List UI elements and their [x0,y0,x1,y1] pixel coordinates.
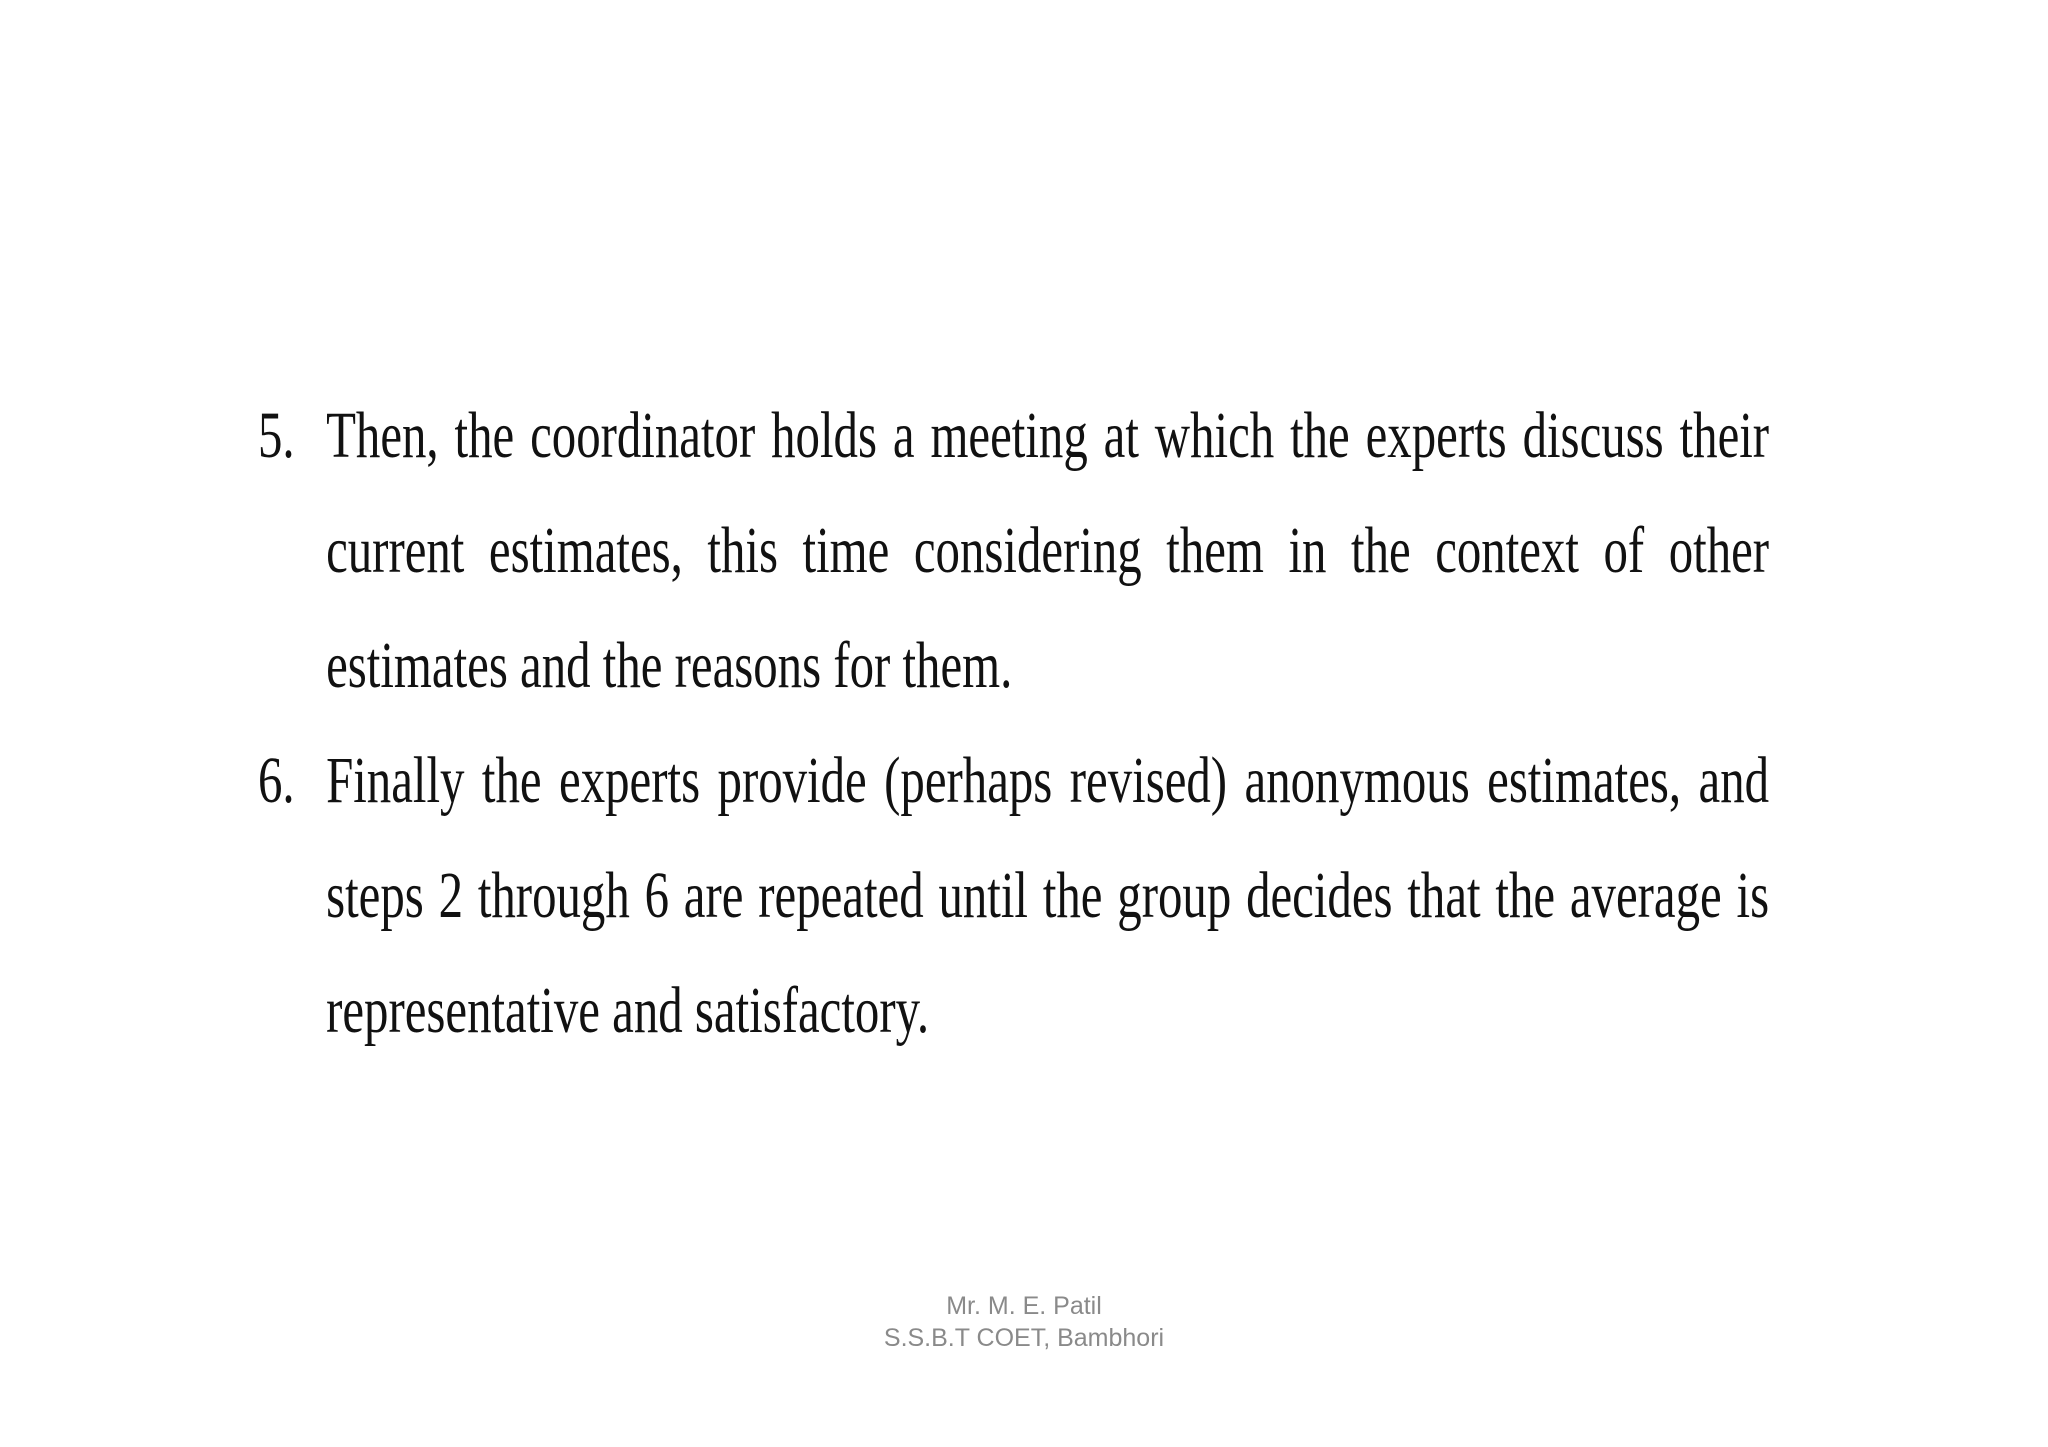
footer [0,1290,2048,1354]
step-6 [258,723,1769,1068]
steps-list [258,378,1808,1068]
step-5 [258,378,1769,723]
footer-author: Mr. M. E. Patil [946,1292,1102,1320]
step-number: 6. [258,744,295,817]
step-text: Finally the experts provide (perhaps revised) anonymous estimates, and steps 2 through 6 are repeated until the group decides that the average is representative and satisfactory. [326,744,1770,1047]
footer-institution: S.S.B.T COET, Bambhori [883,1324,1165,1352]
step-text: Then, the coordinator holds a meeting at which the experts discuss their current estimates, this time considering them in the context of other estimates and the reasons for them. [326,399,1770,702]
step-number: 5. [258,399,295,472]
